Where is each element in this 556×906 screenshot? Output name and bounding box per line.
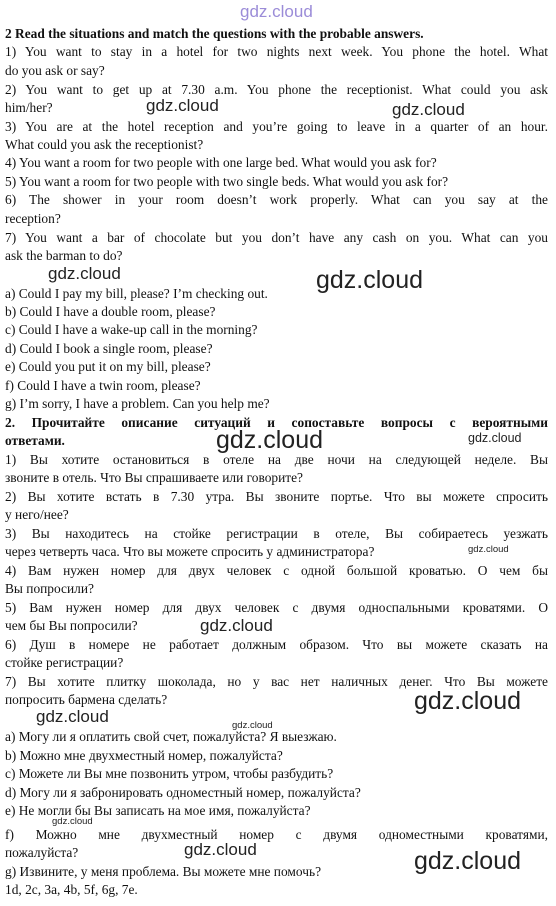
english-answer: d) Could I book a single room, please? xyxy=(5,341,213,356)
english-situation-line: him/her? xyxy=(5,100,53,115)
russian-situation-line: 3) Вы находитесь на стойке регистрации в отеле, Вы собираетесь уезжать xyxy=(5,526,548,541)
russian-situation-line: 4) Вам нужен номер для двух человек с одной большой кроватью. О чем бы xyxy=(5,563,548,578)
english-situation-line: 7) You want a bar of chocolate but you don’t have any cash on you. What can you xyxy=(5,230,548,245)
russian-answer-cont: пожалуйста? xyxy=(5,845,79,860)
watermark: gdz.cloud xyxy=(146,96,219,115)
russian-answer: f) Можно мне двухместный номер с двумя одноместными кроватями, xyxy=(5,827,548,842)
english-situation-line: do you ask or say? xyxy=(5,63,105,78)
english-answer: e) Could you put it on my bill, please? xyxy=(5,359,211,374)
russian-heading-cont: ответами. xyxy=(5,433,65,448)
english-answer: c) Could I have a wake-up call in the morning? xyxy=(5,322,258,337)
russian-situation-line: 6) Душ в номере не работает должным образом. Что вы можете сказать на xyxy=(5,637,548,652)
watermark: gdz.cloud xyxy=(48,264,121,283)
answer-key: 1d, 2c, 3a, 4b, 5f, 6g, 7e. xyxy=(5,882,138,897)
english-answer: g) I’m sorry, I have a problem. Can you help me? xyxy=(5,396,270,411)
english-situation-line: 4) You want a room for two people with one large bed. What would you ask for? xyxy=(5,155,437,170)
english-heading: 2 Read the situations and match the questions with the probable answers. xyxy=(5,26,424,41)
watermark: gdz.cloud xyxy=(468,431,522,445)
russian-situation-line: стойке регистрации? xyxy=(5,655,124,670)
english-situation-line: 1) You want to stay in a hotel for two nights next week. You phone the hotel. What xyxy=(5,44,548,59)
english-situation-line: reception? xyxy=(5,211,61,226)
russian-situation-line: звоните в отель. Что Вы спрашиваете или говорите? xyxy=(5,470,303,485)
russian-answer: b) Можно мне двухместный номер, пожалуйста? xyxy=(5,748,283,763)
english-answer: f) Could I have a twin room, please? xyxy=(5,378,201,393)
russian-situation-line: чем бы Вы попросили? xyxy=(5,618,138,633)
watermark: gdz.cloud xyxy=(414,687,522,715)
watermark: gdz.cloud xyxy=(414,847,522,875)
russian-situation-line: через четверть часа. Что вы можете спросить у администратора? xyxy=(5,544,375,559)
english-situation-line: 5) You want a room for two people with two single beds. What would you ask for? xyxy=(5,174,449,189)
watermark: gdz.cloud xyxy=(36,707,109,726)
russian-situation-line: 7) Вы хотите плитку шоколада, но у вас нет наличных денег. Что Вы можете xyxy=(5,674,548,689)
english-situation-line: 6) The shower in your room doesn’t work properly. What can you say at the xyxy=(5,192,548,207)
watermark: gdz.cloud xyxy=(468,544,509,555)
english-situation-line: ask the barman to do? xyxy=(5,248,123,263)
russian-answer: e) Не могли бы Вы записать на мое имя, пожалуйста? xyxy=(5,803,311,818)
english-answer: b) Could I have a double room, please? xyxy=(5,304,216,319)
russian-situation-line: 1) Вы хотите остановиться в отеле на две ночи на следующей неделе. Вы xyxy=(5,452,548,467)
russian-situation-line: 2) Вы хотите встать в 7.30 утра. Вы звоните портье. Что вы можете спросить xyxy=(5,489,548,504)
russian-situation-line: Вы попросили? xyxy=(5,581,94,596)
watermark: gdz.cloud xyxy=(184,840,257,859)
english-answer: a) Could I pay my bill, please? I’m checking out. xyxy=(5,286,268,301)
russian-situation-line: у него/нее? xyxy=(5,507,69,522)
watermark: gdz.cloud xyxy=(392,100,465,119)
watermark: gdz.cloud xyxy=(232,720,273,731)
russian-answer: d) Могу ли я забронировать одноместный номер, пожалуйста? xyxy=(5,785,361,800)
watermark: gdz.cloud xyxy=(200,616,273,635)
english-situation-line: 2) You want to get up at 7.30 a.m. You phone the receptionist. What could you ask xyxy=(5,82,548,97)
russian-answer: c) Можете ли Вы мне позвонить утром, чтобы разбудить? xyxy=(5,766,334,781)
russian-answer: a) Могу ли я оплатить свой счет, пожалуйста? Я выезжаю. xyxy=(5,729,337,744)
russian-heading: 2. Прочитайте описание ситуаций и сопоставьте вопросы с вероятными xyxy=(5,415,548,430)
english-situation-line: 3) You are at the hotel reception and you’re going to leave in a quarter of an hour. xyxy=(5,119,548,134)
watermark: gdz.cloud xyxy=(52,816,93,827)
watermark: gdz.cloud xyxy=(316,266,424,294)
watermark: gdz.cloud xyxy=(216,426,324,454)
watermark-top: gdz.cloud xyxy=(240,2,313,21)
russian-situation-line: 5) Вам нужен номер для двух человек с двумя односпальными кроватями. О xyxy=(5,600,548,615)
russian-situation-line: попросить бармена сделать? xyxy=(5,692,168,707)
russian-answer: g) Извините, у меня проблема. Вы можете мне помочь? xyxy=(5,864,322,879)
english-situation-line: What could you ask the receptionist? xyxy=(5,137,204,152)
